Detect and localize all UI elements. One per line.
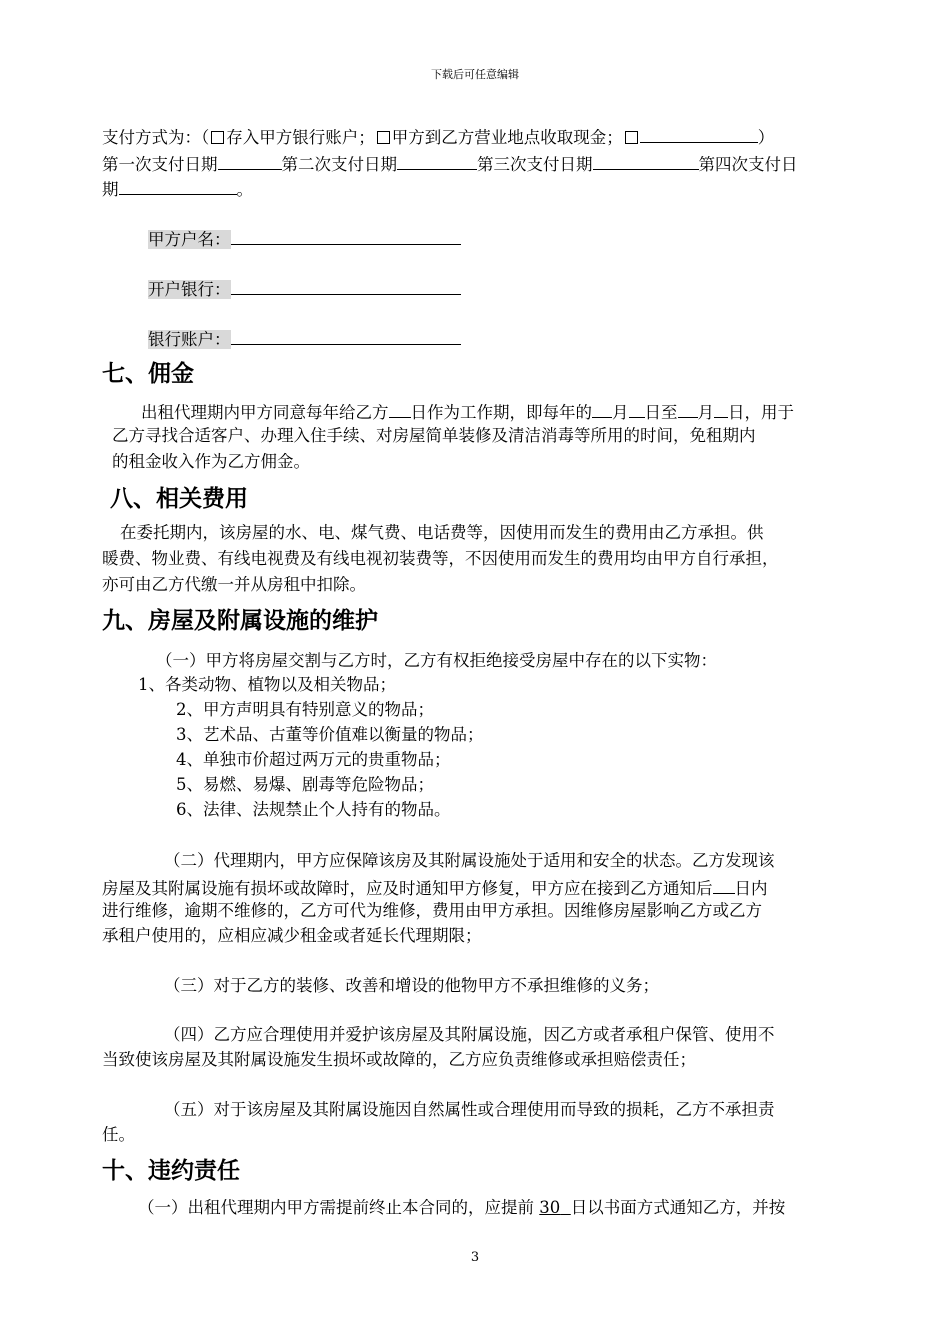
section-10-line-1 [138,1197,785,1219]
checkbox-cash-collection[interactable] [377,131,390,144]
first-payment-date-blank[interactable] [218,151,282,170]
section-9-title: 九、房屋及附属设施的维护 [102,608,378,634]
clause-4-line-1: （四）乙方应合理使用并爱护该房屋及其附属设施，因乙方或者承租户保管、使用不 [164,1025,775,1044]
list-item: 1、各类动物、植物以及相关物品； [138,675,396,694]
account-name-label: 甲方户名： [148,230,231,249]
clause-5-line-2: 任。 [102,1125,135,1144]
list-item: 6、法律、法规禁止个人持有的物品。 [176,800,451,819]
payment-dates-line-2 [102,176,253,201]
notice-days: 30 [539,1198,561,1217]
third-payment-date-blank[interactable] [593,151,699,170]
checkbox-other[interactable] [625,131,638,144]
repair-days-blank[interactable] [713,875,735,894]
list-item: 4、单独市价超过两万元的贵重物品； [176,750,451,769]
s7-text-d: 日至 [644,403,678,422]
payment-method-label: 支付方式为：（ [102,128,210,147]
end-day-blank[interactable] [714,399,728,418]
third-payment-date-label: 第三次支付日期 [477,155,593,174]
payment-dates-line [102,151,798,176]
second-payment-date-blank[interactable] [397,151,477,170]
fourth-payment-date-label: 第四次支付日 [698,155,798,174]
section-10-title: 十、违约责任 [102,1158,240,1184]
clause-2-line-1: （二）代理期内，甲方应保障该房及其附属设施处于适用和安全的状态。乙方发现该 [164,851,775,870]
first-payment-date-label: 第一次支付日期 [102,155,218,174]
s7-text-c: 月 [612,403,629,422]
clause-2-text: 房屋及其附属设施有损坏或故障时，应及时通知甲方修复，甲方应在接到乙方通知后 [102,879,713,898]
clause-2-line-3: 进行维修，逾期不维修的，乙方可代为维修，费用由甲方承担。因维修房屋影响乙方或乙方 [102,901,762,920]
s10-text-b: 日以书面方式通知乙方，并按 [570,1198,786,1217]
clause-2-line-2 [102,875,768,900]
s7-text-b: 日作为工作期，即每年的 [410,403,592,422]
bank-account-field[interactable] [231,326,461,345]
bank-name-row [148,276,461,301]
section-8-title: 八、相关费用 [110,486,248,512]
close-paren: ） [757,128,775,147]
payment-method-line [102,124,774,149]
s7-text-e: 月 [697,403,714,422]
fourth-payment-date-blank[interactable] [119,176,237,195]
clause-2-days-text: 日内 [734,879,768,898]
account-name-row [148,226,461,251]
bank-name-label: 开户银行： [148,280,231,299]
s7-text-f: 日，用于 [728,403,794,422]
period: 。 [236,180,253,199]
bank-name-field[interactable] [231,276,461,295]
clause-5-line-1: （五）对于该房屋及其附属设施因自然属性或合理使用而导致的损耗，乙方不承担责 [164,1100,775,1119]
page-number: 3 [470,1250,480,1265]
end-month-blank[interactable] [678,399,698,418]
other-method-blank[interactable] [640,124,758,143]
clause-4-line-2: 当致使该房屋及其附属设施发生损坏或故障的，乙方应负责维修或承担赔偿责任； [102,1050,696,1069]
workdays-blank[interactable] [389,399,411,418]
section-7-line-1 [141,399,794,424]
checkbox-bank-transfer[interactable] [211,131,224,144]
s7-text-a: 出租代理期内甲方同意每年给乙方 [141,403,389,422]
bank-account-label: 银行账户： [148,330,231,349]
start-month-blank[interactable] [592,399,612,418]
page-header: 下载后可任意编辑 [431,68,519,81]
section-8-line-2: 暖费、物业费、有线电视费及有线电视初装费等，不因使用而发生的费用均由甲方自行承担， [102,549,779,568]
account-name-field[interactable] [231,226,461,245]
bank-account-row [148,326,461,351]
option-cash-collection: 甲方到乙方营业地点收取现金； [391,128,623,147]
s10-text-a: （一）出租代理期内甲方需提前终止本合同的，应提前 [138,1198,534,1217]
section-7-title: 七、佣金 [102,361,194,387]
section-9-intro: （一）甲方将房屋交割与乙方时，乙方有权拒绝接受房屋中存在的以下实物： [156,651,717,670]
list-item: 5、易燃、易爆、剧毒等危险物品； [176,775,434,794]
section-7-line-3: 的租金收入作为乙方佣金。 [112,452,310,471]
section-8-line-1: 在委托期内，该房屋的水、电、煤气费、电话费等，因使用而发生的费用由乙方承担。供 [120,523,764,542]
fourth-payment-date-label-cont: 期 [102,180,119,199]
option-bank-transfer: 存入甲方银行账户； [226,128,375,147]
section-8-line-3: 亦可由乙方代缴一并从房租中扣除。 [102,575,366,594]
section-7-line-2: 乙方寻找合适客户、办理入住手续、对房屋简单装修及清洁消毒等所用的时间，免租期内 [112,426,756,445]
list-item: 2、甲方声明具有特别意义的物品； [176,700,434,719]
start-day-blank[interactable] [629,399,645,418]
second-payment-date-label: 第二次支付日期 [281,155,397,174]
clause-3: （三）对于乙方的装修、改善和增设的他物甲方不承担维修的义务； [164,976,659,995]
list-item: 3、艺术品、古董等价值难以衡量的物品； [176,725,484,744]
clause-2-line-4: 承租户使用的，应相应减少租金或者延长代理期限； [102,926,482,945]
